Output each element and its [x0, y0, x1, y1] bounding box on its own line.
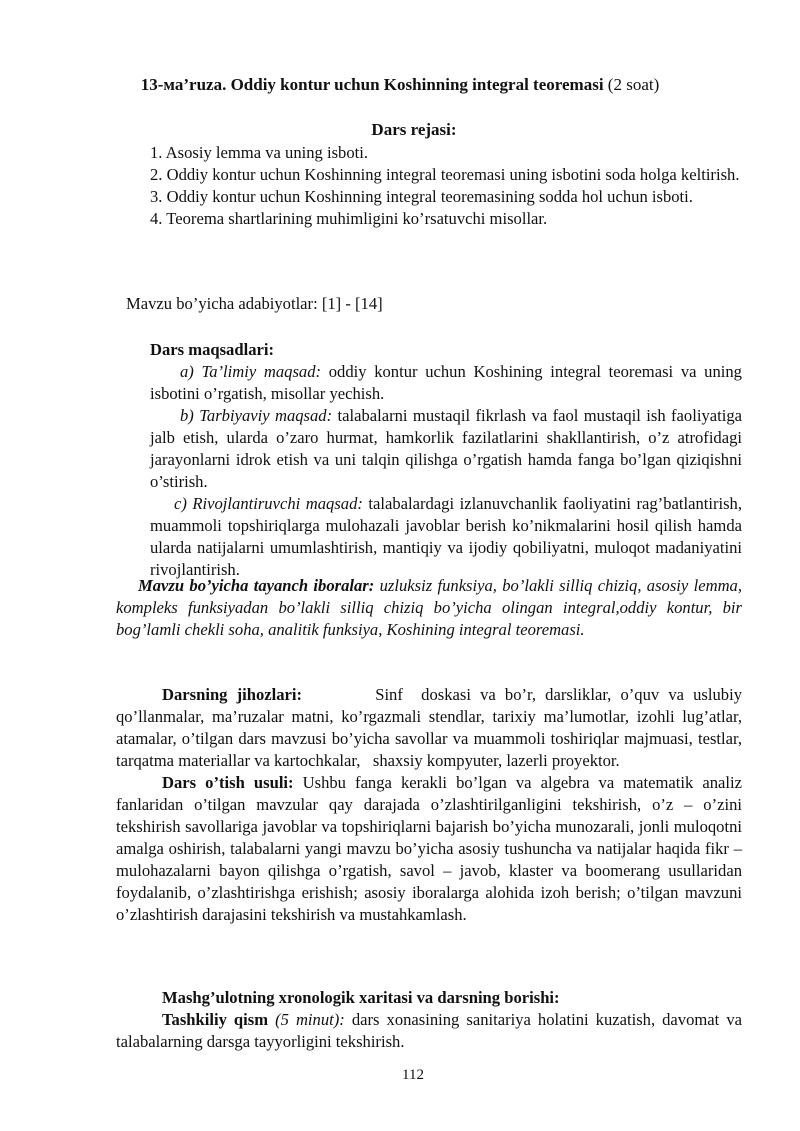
goals-list — [150, 361, 742, 581]
equipment-method-block — [116, 684, 747, 926]
method-paragraph — [116, 772, 742, 926]
page-number: 112 — [402, 1067, 424, 1083]
goal-label: a) Ta’limiy maqsad: — [180, 362, 329, 381]
lecture-title-hours: (2 soat) — [603, 75, 660, 94]
plan-heading: Dars rejasi: — [371, 120, 457, 139]
plan-item: 2. Oddiy kontur uchun Koshinning integral teoremasi uning isbotini soda holga keltirish. — [150, 165, 740, 184]
goal-label: b) Tarbiyaviy maqsad: — [180, 406, 338, 425]
lecture-title — [0, 73, 800, 97]
keywords-label: Mavzu bo’yicha tayanch iboralar: — [138, 576, 375, 595]
equipment-paragraph — [116, 684, 747, 772]
plan-item: 4. Teorema shartlarining muhimligini ko’rsatuvchi misollar. — [150, 209, 548, 228]
equipment-label: Darsning jihozlari: — [162, 685, 303, 704]
references-line: Mavzu bo’yicha adabiyotlar: [1] - [14] — [126, 294, 383, 313]
method-label: Dars o’tish usuli: — [162, 773, 294, 792]
goals-heading: Dars maqsadlari: — [150, 340, 274, 359]
keywords-paragraph — [116, 575, 742, 641]
goal-item — [150, 405, 742, 493]
schedule-label: Tashkiliy qism — [162, 1010, 269, 1029]
plan-list — [150, 142, 740, 230]
lecture-title-main: 13-ма’ruza. Oddiy kontur uchun Koshinning integral teoremasi — [140, 75, 604, 94]
goal-label: c) Rivojlantiruvchi maqsad: — [174, 494, 369, 513]
schedule-paragraph — [116, 1009, 742, 1053]
keywords-text: uzluksiz funksiya, bo’lakli silliq chiziq, asosiy lemma, kompleks funksiyadan bo’lakli silliq chiziq bo’yicha olingan integral,oddiy kontur, bir bog’lamli chekli soha, analitik funksiya, Koshining integral teoremasi. — [116, 576, 742, 639]
goal-item — [150, 361, 742, 405]
plan-item: 3. Oddiy kontur uchun Koshinning integral teoremasining sodda hol uchun isboti. — [150, 187, 693, 206]
goal-text: talabalarni mustaqil fikrlash va faol mustaqil ish faoliyatiga jalb etish, ularda o’zaro hurmat, hamkorlik fazilatlarini shakllantirish, o’z atrofidagi jarayonlarni idrok etish va uni talqin qilishga o’rgatish hamda fanga bo’lgan qiziqishni o’stirish. — [150, 406, 742, 491]
goal-text: talabalardagi izlanuvchanlik faoliyatini rag’batlantirish, muammoli topshiriqlarga mulohazali javoblar berish ko’nikmalarini hosil qilish hamda ularda natijalarni umumlashtirish, mantiqiy va ijodiy qobiliyatni, muloqot madaniyatini rivojlantirish. — [150, 494, 743, 579]
plan-item: 1. Asosiy lemma va uning isboti. — [150, 143, 369, 162]
goal-item — [150, 493, 742, 581]
schedule-duration: (5 minut): — [268, 1010, 345, 1029]
schedule-heading: Mashg’ulotning xronologik xaritasi va darsning borishi: — [162, 988, 560, 1007]
equipment-text: Sinf doskasi va bo’r, darsliklar, o’quv va uslubiy qo’llanmalar, ma’ruzalar matni, ko’rgazmali stendlar, tarixiy ma’lumotlar, izohli lug’atlar, atamalar, o’tilgan dars mavzusi bo’yicha savollar va muammoli toshiriqlar majmuasi, testlar, tarqatma materiallar va kartochkalar, shaxsiy kompyuter, lazerli proyektor. — [116, 685, 747, 770]
method-text: Ushbu fanga kerakli bo’lgan va algebra va matematik analiz fanlaridan o’tilgan mavzular qay darajada o’zlashtirilganligini tekshirish, o’z – o’zini tekshirish savollariga javoblar va topshiriqlarni bajarish bo’yicha munozarali, jonli muloqotni amalga oshirish, talabalarni yangi mavzu bo’yicha asosiy tushuncha va natijalar haqida fikr – mulohazalarni bayon qilishga o’rgatish, savol – javob, klaster va boomerang usullaridan foydalanib, o’zlashtirishga erishish; asosiy iboralarga alohida izoh berish; o’tilgan mavzuni o’zlashtirish darajasini tekshirish va mustahkamlash. — [116, 773, 742, 924]
schedule-text: dars xonasining sanitariya holatini kuzatish, davomat va talabalarning darsga tayyorligini tekshirish. — [116, 1010, 742, 1051]
goal-text: oddiy kontur uchun Koshining integral teoremasi va uning isbotini o’rgatish, misollar yechish. — [150, 362, 742, 403]
